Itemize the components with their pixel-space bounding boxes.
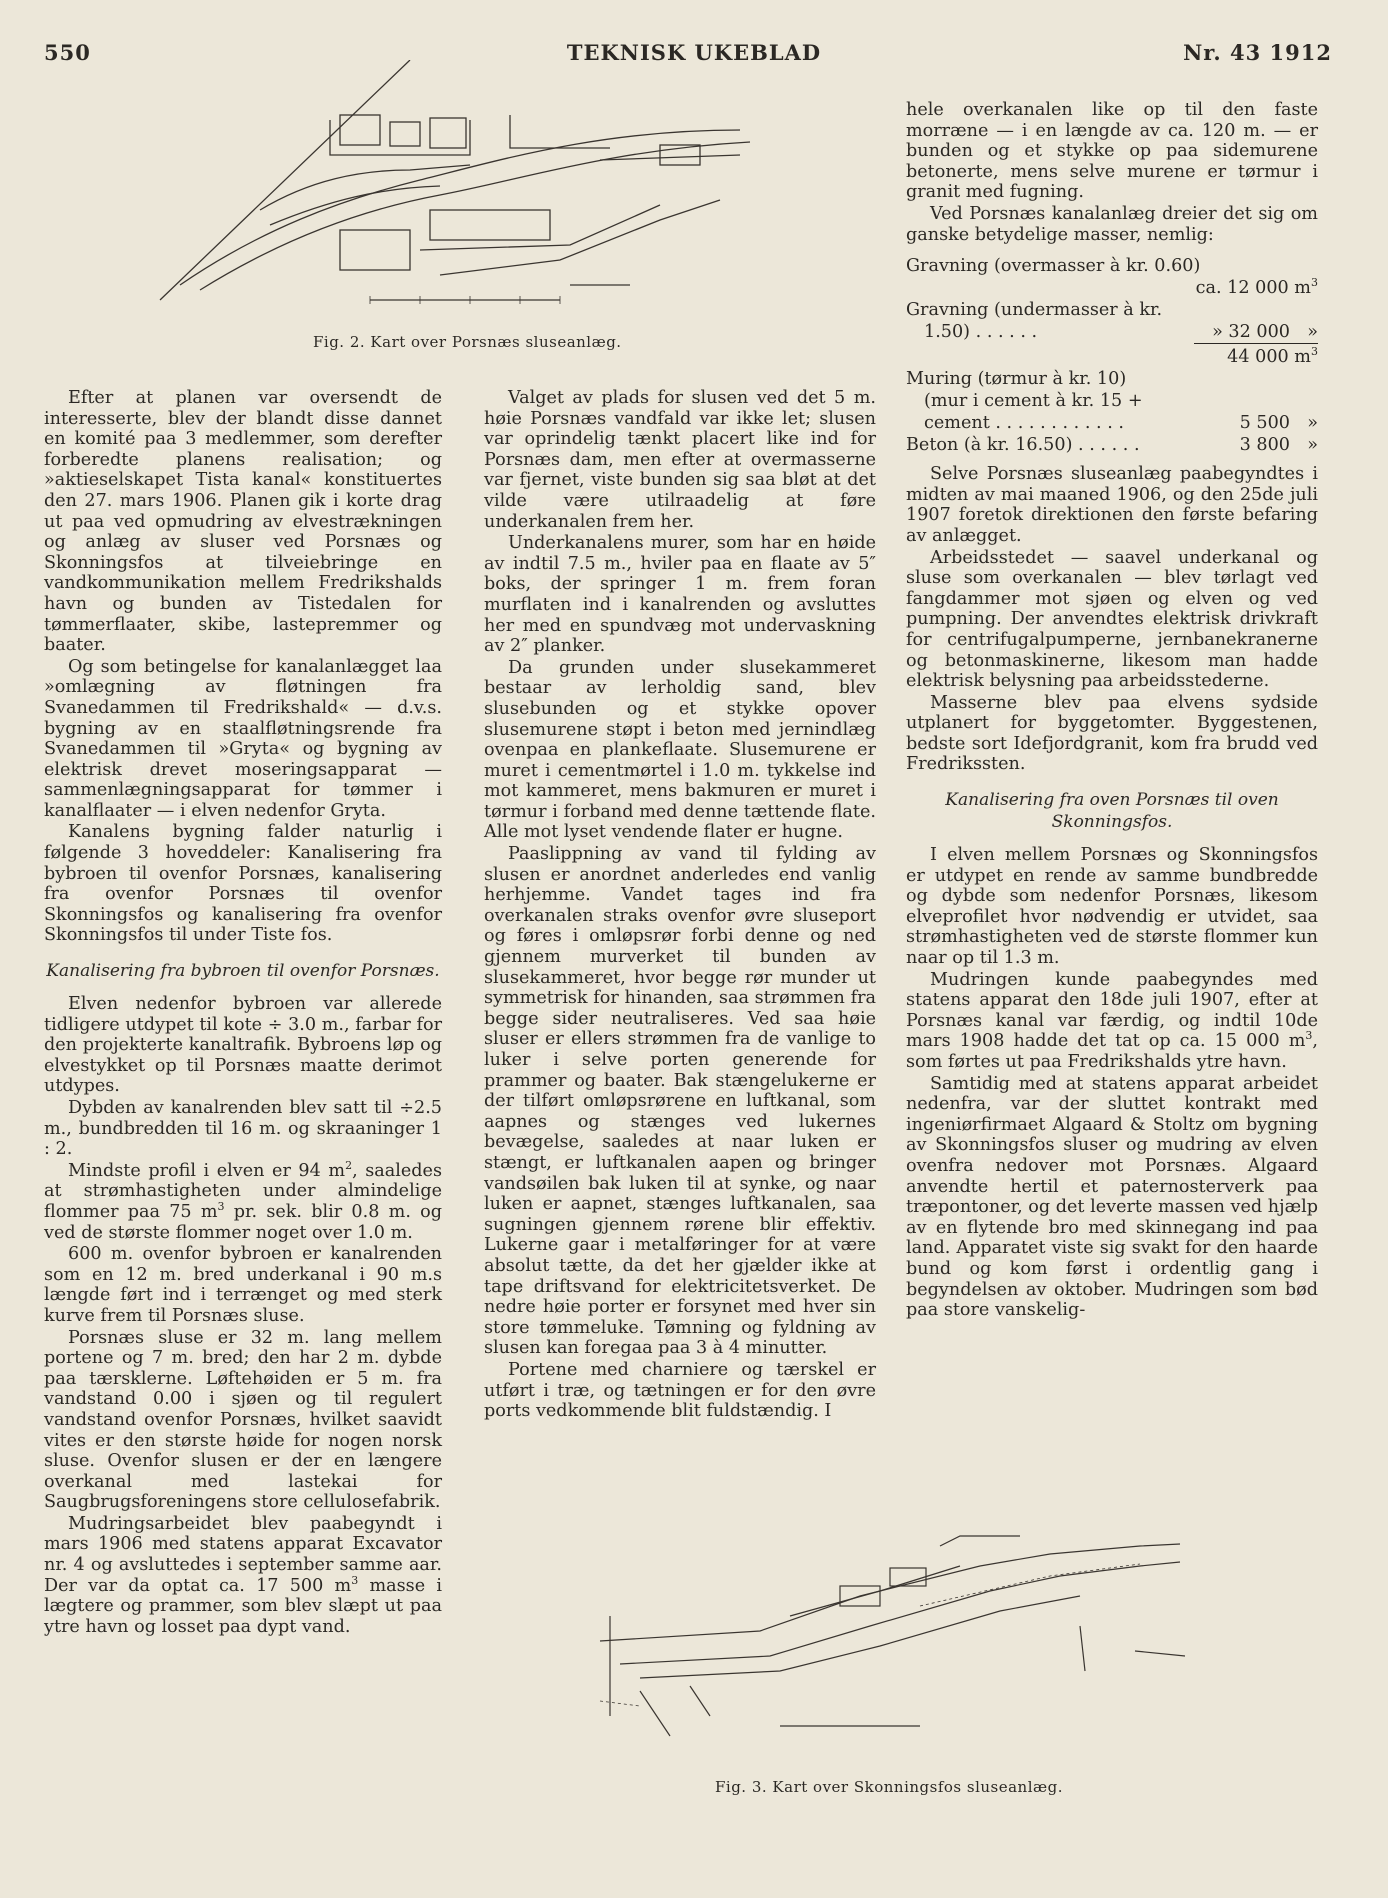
table-cell: 5 500 [1239, 413, 1290, 434]
fig2-caption: Fig. 2. Kart over Porsnæs sluseanlæg. [313, 333, 622, 351]
column-1 [44, 388, 442, 1637]
paragraph: Arbeidsstedet — saavel underkanal og sluse som overkanalen — blev tørlagt ved fangdammer mot sjøen og elven og ved pumpning. Der anvendtes elektrisk drivkraft for centrifugalpumperne, jernbanekranerne og betonmaskinerne, likesom man hadde elektrisk belysning paa arbeidsstederne. [906, 547, 1318, 692]
paragraph: Valget av plads for slusen ved det 5 m. høie Porsnæs vandfald var ikke let; slusen var oprindelig tænkt placert like ind for Porsnæs dam, men efter at overmasserne var fjernet, viste bunden sig saa bløt at det vilde være utilraadelig at føre underkanalen frem her. [484, 388, 876, 532]
fig2-porsnaes-map [140, 60, 790, 330]
table-cell: (mur i cement à kr. 15 + [924, 391, 1143, 412]
paragraph: Portene med charniere og tærskel er utført i træ, og tætningen er for den øvre ports vedkommende blit fuldstændig. I [484, 1359, 876, 1422]
paragraph: Paaslippning av vand til fylding av slusen er anordnet anderledes end vanlig herhjemme. Vandet tages ind fra overkanalen straks ovenfor øvre sluseport og føres i omløpsrør forbi denne og ned gjennem murverket til bunden av slusekammeret, hvor begge rør munder ut symmetrisk for hinanden, saa strømmen fra begge sider neutraliseres. Ved saa høie sluser er ellers strømmen fra de vanlige to luker i selve porten generende for prammer og baater. Bak stængelukerne er der tilført omløpsrørene en luftkanal, som aapnes og stænges ved lukernes bevægelse, saaledes at naar luken er stængt, er luftkanalen aapen og bringer vandsøilen bak luken til at synke, og naar luken er aapnet, stænges luftkanalen, saa sugningen gjennem rørene blir effektiv. Lukerne gaar i metalføringer for at være absolut tætte, da det her gjælder ikke at tape driftsvand for elektricitetsverket. De nedre høie porter er forsynet med hver sin store tømmeluke. Tømning og fyldning av slusen kan foregaa paa 3 à 4 minutter. [484, 844, 876, 1359]
paragraph: I elven mellem Porsnæs og Skonningsfos er utdypet en rende av samme bundbredde og dybde som nedenfor Porsnæs, likesom elveprofilet hvor nødvendig er utvidet, saa strømhastigheten ved de største flommer kun naar op til 1.3 m. [906, 845, 1318, 969]
paragraph: hele overkanalen like op til den faste morræne — i en længde av ca. 120 m. — er bunden og et stykke op paa sidemurene betonerte, mens selve murene er tørmur i granit med fugning. [906, 100, 1318, 203]
paragraph: Samtidig med at statens apparat arbeidet nedenfra, var der sluttet kontrakt med ingeniørfirmaet Algaard & Stoltz om bygning av Skonningsfos sluser og mudring av elven ovenfra nedover mot Porsnæs. Algaard anvendte hertil et paternosterverk paa træpontoner, og det leverte massen ved hjælp av en flytende bro med skinnegang ind paa land. Apparatet viste sig svakt for den haarde bund og kom først i ordentlig gang i begyndelsen av oktober. Mudringen som bød paa store vanskelig- [906, 1073, 1318, 1321]
paragraph: Masserne blev paa elvens sydside utplanert for byggetomter. Byggestenen, bedste sort Idefjordgranit, kom fra brudd ved Fredrikssten. [906, 692, 1318, 775]
table-cell: » [1307, 413, 1318, 434]
table-total: 44 000 $m^3$ [1194, 344, 1318, 369]
paragraph: Porsnæs sluse er 32 m. lang mellem portene og 7 m. bred; den har 2 m. dybde paa tærsklerne. Løftehøiden er 5 m. fra vandstand 0.00 i sjøen og til regulert vandstand ovenfor Porsnæs, hvilket saavidt vites er den største høide for nogen norsk sluse. Ovenfor slusen er der en længere overkanal med lastekai for Saugbrugsforeningens store cellulosefabrik. [44, 1327, 442, 1513]
paragraph: Dybden av kanalrenden blev satt til ÷2.5 m., bundbredden til 16 m. og skraaninger 1 : 2. [44, 1098, 442, 1160]
table-cell: » [1307, 435, 1318, 456]
section-heading: Kanalisering fra bybroen til ovenfor Porsnæs. [46, 961, 440, 982]
paragraph: 600 m. ovenfor bybroen er kanalrenden som en 12 m. bred underkanal i 90 m.s længde ført ind i terrænget og med sterk kurve frem til Porsnæs sluse. [44, 1244, 442, 1326]
paragraph: Kanalens bygning falder naturlig i følgende 3 hoveddeler: Kanalisering fra bybroen til ovenfor Porsnæs, kanalisering fra ovenfor Porsnæs til ovenfor Skonningsfos og kanalisering fra ovenfor Skonningsfos til under Tiste fos. [44, 822, 442, 946]
paragraph: Elven nedenfor bybroen var allerede tidligere utdypet til kote ÷ 3.0 m., farbar for den projekterte kanaltrafik. Bybroens løp og elvestykket op til Porsnæs maatte derimot utdypes. [44, 994, 442, 1097]
paragraph: Selve Porsnæs sluseanlæg paabegyndtes i midten av mai maaned 1906, og den 25de juli 1907 foretok direktionen den første befaring av anlægget. [906, 464, 1318, 546]
paragraph: Underkanalens murer, som har en høide av indtil 7.5 m., hviler paa en flaate av 5″ boks, der springer 1 m. frem foran murflaten ind i kanalrenden og avsluttes her med en spundvæg mot undervaskning av 2″ planker. [484, 533, 876, 657]
table-cell: 3 800 [1239, 435, 1290, 456]
column-3 [906, 100, 1318, 1321]
paragraph: Ved Porsnæs kanalanlæg dreier det sig om ganske betydelige masser, nemlig: [906, 203, 1318, 245]
paragraph: Mindste profil i elven er 94 $m^2$, saaledes at strømhastigheten under almindelige flommer paa 75 $m^3$ pr. sek. blir 0.8 m. og ved de største flommer noget over 1.0 m. [44, 1158, 442, 1243]
paragraph: Efter at planen var oversendt de interesserte, blev der blandt disse dannet en komité paa 3 medlemmer, som derefter forberedte planens realisation; og »aktieselskapet Tista kanal« konstituertes den 27. mars 1906. Planen gik i korte drag ut paa ved opmudring av elvestrækningen og anlæg av sluser ved Porsnæs og Skonningsfos at tilveiebringe en vandkommunikation mellem Fredrikshalds havn og bunden av Tistedalen for tømmerflaater, skibe, lastepremmer og baater. [44, 388, 442, 656]
table-cell: 1.50) . . . . . . [924, 322, 1038, 343]
table-cell: Muring (tørmur à kr. 10) [906, 369, 1127, 390]
paragraph: Mudringen kunde paabegyndes med statens apparat den 18de juli 1907, efter at Porsnæs kanal var færdig, og indtil 10de mars 1908 hadde det tat op ca. 15 000 $m^3$, som førtes ut paa Fredrikshalds ytre havn. [906, 969, 1318, 1072]
table-cell: Gravning (overmasser à kr. 0.60) [906, 256, 1201, 277]
issue-number: Nr. 43 1912 [1183, 40, 1332, 65]
table-cell: Gravning (undermasser à kr. [906, 300, 1163, 321]
masses-table [906, 255, 1318, 456]
fig3-skonningsfos-map [580, 1496, 1200, 1756]
table-cell: » [1307, 322, 1318, 343]
section-heading: Kanalisering fra oven Porsnæs til oven Skonningsfos. [945, 790, 1279, 833]
fig3-caption: Fig. 3. Kart over Skonningsfos sluseanlæg. [715, 1778, 1063, 1796]
column-2 [484, 388, 876, 1422]
table-cell: ca. 12 000 $m^3$ [1195, 276, 1318, 299]
page-number: 550 [44, 40, 91, 65]
paragraph: Og som betingelse for kanalanlægget laa »omlægning av fløtningen fra Svanedammen til Fredrikshald« — d.v.s. bygning av en staalfløtningsrende fra Svanedammen til »Gryta« og bygning av elektrisk drevet moseringsapparat — sammenlægningsapparat for tømmer i kanalflaater — i elven nedenfor Gryta. [44, 656, 442, 821]
table-cell: Beton (à kr. 16.50) . . . . . . [906, 435, 1140, 456]
journal-title: TEKNISK UKEBLAD [566, 40, 822, 65]
paragraph: Da grunden under slusekammeret bestaar av lerholdig sand, blev slusebunden og et stykke opover slusemurene støpt i beton med jernindlæg ovenpaa en plankeflaate. Slusemurene er muret i cementmørtel i 1.0 m. tykkelse ind mot kammeret, mens bakmuren er muret i tørmur i forband med denne tættende flate. Alle mot lyset vendende flater er hugne. [484, 657, 876, 843]
paragraph: Mudringsarbeidet blev paabegyndt i mars 1906 med statens apparat Excavator nr. 4 og avsluttedes i september samme aar. Der var da optat ca. 17 500 $m^3$ masse i lægtere og prammer, som blev slæpt ut paa ytre havn og losset paa dypt vand. [44, 1513, 442, 1637]
table-cell: cement . . . . . . . . . . . . [924, 413, 1124, 434]
table-cell: » 32 000 [1212, 322, 1290, 343]
